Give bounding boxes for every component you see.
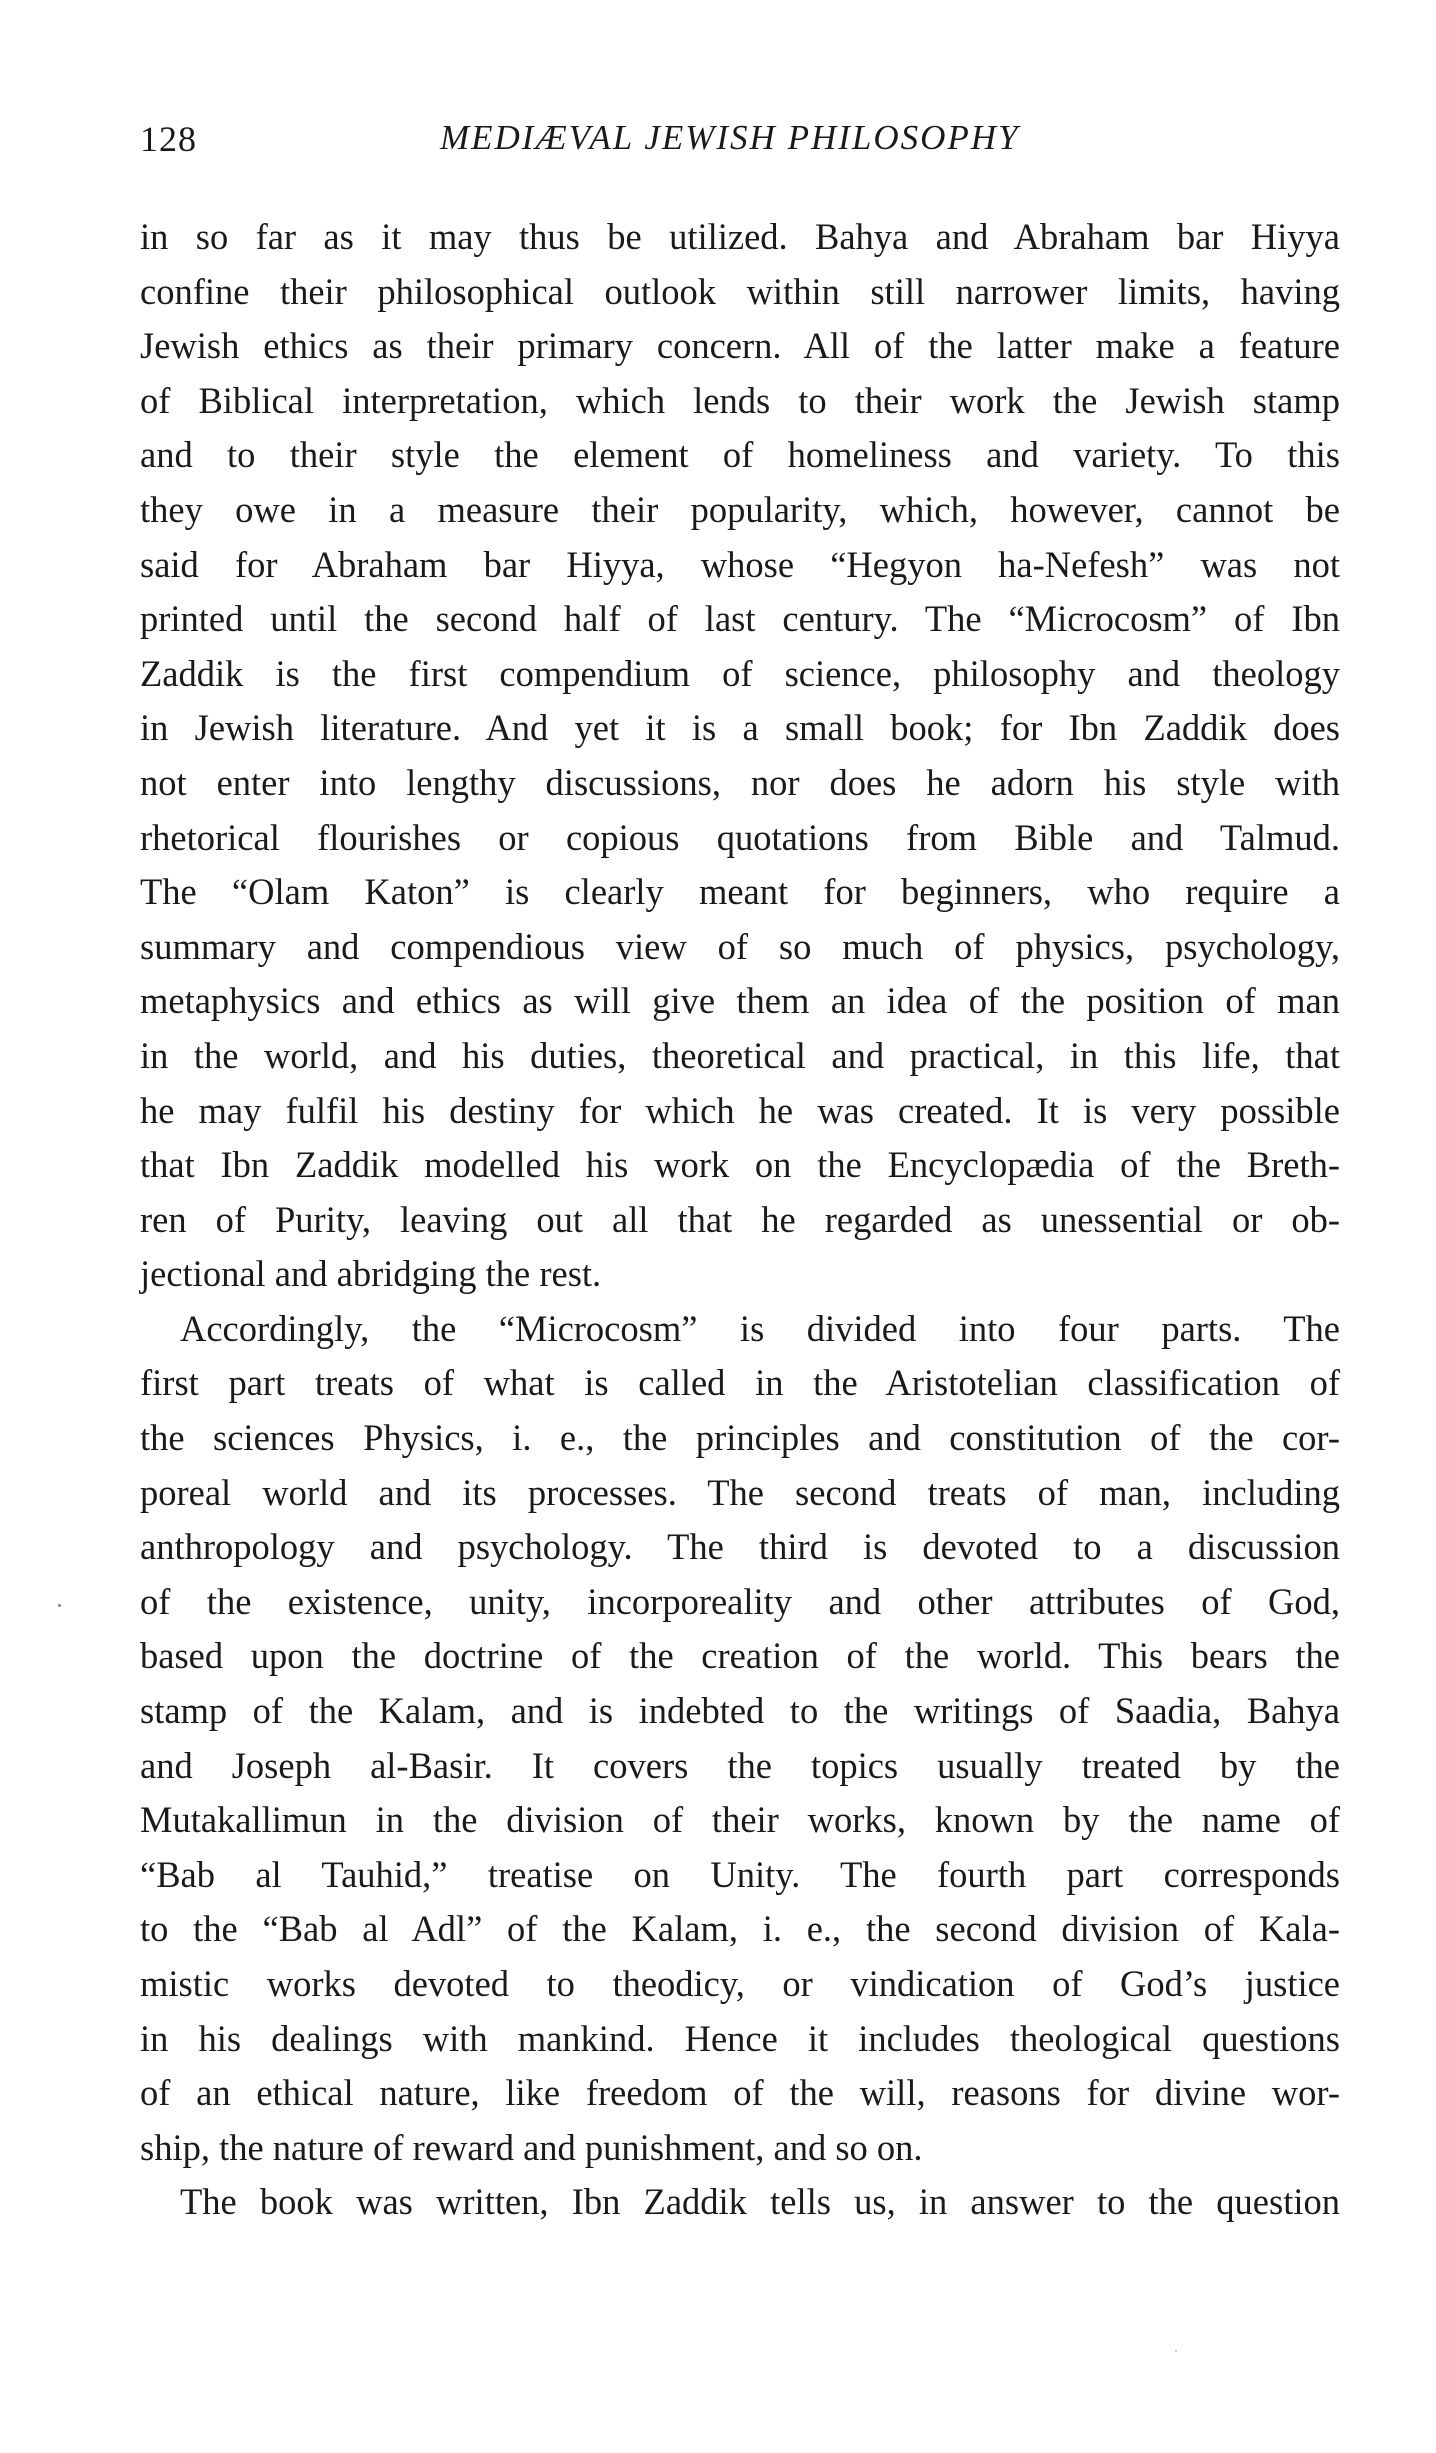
text-line: of the existence, unity, incorporeality and other attributes of God, bbox=[140, 1580, 1340, 1622]
text-line: Mutakallimun in the division of their works, known by the name of bbox=[140, 1799, 1340, 1841]
text-line: Jewish ethics as their primary concern. All of the latter make a feature bbox=[140, 325, 1340, 367]
paragraph-start-line: Accordingly, the “Microcosm” is divided into four parts. The bbox=[180, 1307, 1340, 1349]
text-line: in the world, and his duties, theoretical and practical, in this life, that bbox=[140, 1034, 1340, 1076]
text-line: in his dealings with mankind. Hence it includes theological questions bbox=[140, 2017, 1340, 2059]
text-line: in Jewish literature. And yet it is a small book; for Ibn Zaddik does bbox=[140, 707, 1340, 749]
text-line: The “Olam Katon” is clearly meant for beginners, who require a bbox=[140, 871, 1340, 913]
text-line: poreal world and its processes. The second treats of man, including bbox=[140, 1471, 1340, 1513]
text-line: anthropology and psychology. The third is devoted to a discussion bbox=[140, 1526, 1340, 1568]
text-line: confine their philosophical outlook within still narrower limits, having bbox=[140, 270, 1340, 312]
paragraph-start-line: The book was written, Ibn Zaddik tells us, in answer to the question bbox=[180, 2181, 1340, 2223]
text-line: that Ibn Zaddik modelled his work on the Encyclopædia of the Breth- bbox=[140, 1144, 1340, 1186]
text-line: and Joseph al-Basir. It covers the topics usually treated by the bbox=[140, 1744, 1340, 1786]
text-line: they owe in a measure their popularity, which, however, cannot be bbox=[140, 488, 1340, 530]
page-number: 128 bbox=[140, 119, 197, 159]
text-line: of Biblical interpretation, which lends to their work the Jewish stamp bbox=[140, 379, 1340, 421]
text-line: and to their style the element of homeliness and variety. To this bbox=[140, 434, 1340, 476]
text-line: printed until the second half of last century. The “Microcosm” of Ibn bbox=[140, 598, 1340, 640]
text-line: of an ethical nature, like freedom of the will, reasons for divine wor- bbox=[140, 2072, 1340, 2114]
paper-speck bbox=[58, 1604, 61, 1607]
text-line: metaphysics and ethics as will give them an idea of the position of man bbox=[140, 980, 1340, 1022]
paragraph-end-line: ship, the nature of reward and punishment, and so on. bbox=[140, 2126, 923, 2168]
text-line: said for Abraham bar Hiyya, whose “Hegyon ha-Nefesh” was not bbox=[140, 543, 1340, 585]
text-line: ren of Purity, leaving out all that he regarded as unessential or ob- bbox=[140, 1198, 1340, 1240]
text-line: the sciences Physics, i. e., the principles and constitution of the cor- bbox=[140, 1417, 1340, 1459]
body-text bbox=[140, 210, 1340, 2230]
text-line: “Bab al Tauhid,” treatise on Unity. The fourth part corresponds bbox=[140, 1853, 1340, 1895]
paragraph-end-line: jectional and abridging the rest. bbox=[140, 1253, 602, 1295]
text-line: based upon the doctrine of the creation of the world. This bears the bbox=[140, 1635, 1340, 1677]
text-line: in so far as it may thus be utilized. Bahya and Abraham bar Hiyya bbox=[140, 216, 1340, 257]
page-header bbox=[140, 118, 1340, 168]
text-line: to the “Bab al Adl” of the Kalam, i. e., the second division of Kala- bbox=[140, 1908, 1340, 1950]
text-line: not enter into lengthy discussions, nor does he adorn his style with bbox=[140, 761, 1340, 803]
text-line: summary and compendious view of so much of physics, psychology, bbox=[140, 925, 1340, 967]
text-line: mistic works devoted to theodicy, or vindication of God’s justice bbox=[140, 1963, 1340, 2004]
paper-speck bbox=[1175, 2350, 1177, 2352]
text-line: Zaddik is the first compendium of science, philosophy and theology bbox=[140, 652, 1340, 694]
text-line: rhetorical flourishes or copious quotations from Bible and Talmud. bbox=[140, 816, 1340, 858]
text-line: he may fulfil his destiny for which he was created. It is very possible bbox=[140, 1089, 1340, 1131]
running-title: MEDIÆVAL JEWISH PHILOSOPHY bbox=[440, 118, 1020, 157]
text-line: stamp of the Kalam, and is indebted to the writings of Saadia, Bahya bbox=[140, 1690, 1340, 1732]
text-line: first part treats of what is called in the Aristotelian classification of bbox=[140, 1362, 1340, 1404]
